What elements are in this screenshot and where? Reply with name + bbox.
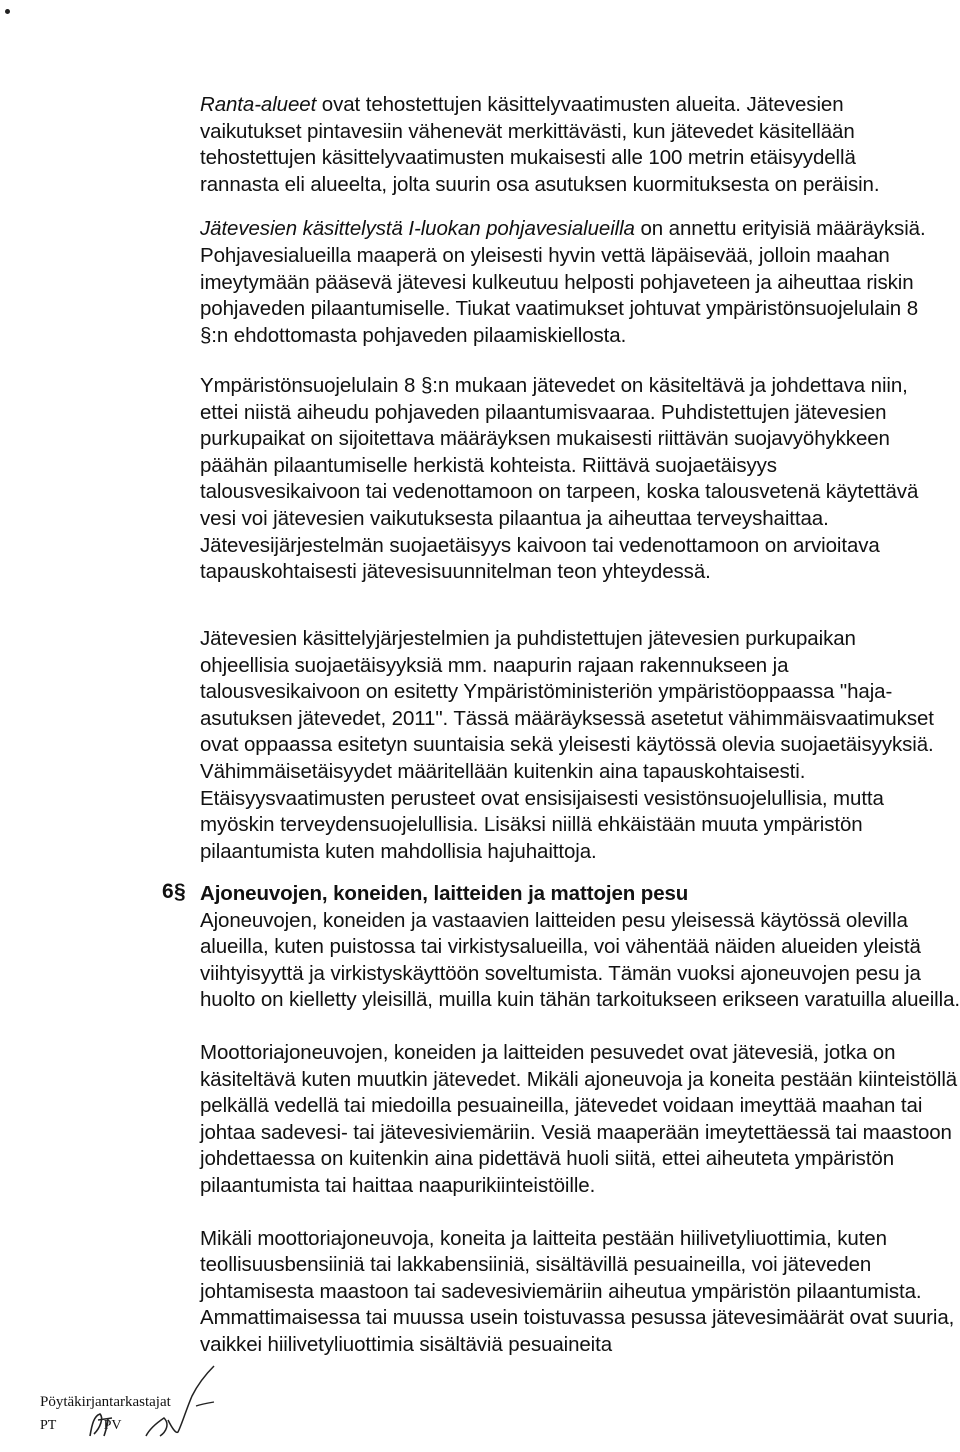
- paragraph-suojaetaisyys: Jätevesien käsittelyjärjestelmien ja puhdistettujen jätevesien purkupaikan ohjeellisia suojaetäisyyksiä mm. naapurin rajaan rakennukseen ja talousvesikaivoon on esitetty Ympäristöministeriön ympäristöoppaassa "haja-asutuksen jätevedet, 2011". Tässä määräyksessä asetetut vähimmäisvaatimukset ovat oppaassa esitetyn suuntaisia sekä yleisesti käytössä olevia suojaetäisyyksiä. Vähimmäisetäisyydet määritellään kuitenkin aina tapauskohtaisesti. Etäisyysvaatimusten perusteet ovat ensisijaisesti vesistönsuojelullisia, mutta myöskin terveydensuojelullisia. Lisäksi niillä ehkäistään muuta ympäristön pilaantumista kuten mahdollisia hajuhaittoja.: [200, 627, 934, 863]
- paragraph-ysl: Ympäristönsuojelulain 8 §:n mukaan jätevedet on käsiteltävä ja johdettava niin, ettei niistä aiheudu pohjaveden pilaantumisvaaraa. Puhdistettujen jätevesien purkupaikat on sijoitettava määräyksen mukaisesti riittävän suojavyöhykkeen päähän pilaantumiselle herkistä kohteista. Riittävä suojaetäisyys talousvesikaivoon tai vedenottamoon on tarpeen, koska talousvetenä käytettävä vesi voi jätevesien vaikutuksesta pilaantua ja aiheuttaa terveyshaittaa. Jätevesijärjestelmän suojaetäisyys kaivoon tai vedenottamoon on arvioitava tapauskohtaisesti jätevesisuunnitelman teon yhteydessä.: [200, 374, 919, 584]
- section-number: 6: [162, 880, 174, 903]
- paragraph-ranta-alueet: [200, 92, 940, 198]
- italic-lead: Jätevesien käsittelystä I-luokan pohjavesialueilla: [200, 217, 635, 241]
- section-paragraph: Moottoriajoneuvojen, koneiden ja laitteiden pesuvedet ovat jätevesiä, jotka on käsiteltävä kuten muutkin jätevedet. Mikäli ajoneuvoja ja koneita pestään kiinteistöllä pelkällä vedellä tai miedoilla pesuaineilla, jätevedet voidaan imeyttää maahan tai johtaa sadevesi- tai jätevesiviemäriin. Vesiä maaperään imeytettäessä tai maastoon johdettaessa on kuitenkin aina pidettävä huoli siitä, ettei aiheuteta ympäristön pilaantumista tai haittaa naapurikiinteistöille.: [200, 1040, 958, 1197]
- paragraph-text: on annettu erityisiä määräyksiä. Pohjavesialueilla maaperä on yleisesti hyvin vettä läpäisevää, jolloin maahan imeytymään pääsevä jätevesi kulkeutuu helposti pohjaveteen ja aiheuttaa riskin pohjaveden pilaantumiselle. Tiukat vaatimukset johtuvat ympäristönsuojelulain 8 §:n ehdottomasta pohjaveden pilaamiskiellosta.: [200, 217, 926, 347]
- paragraph-text: ovat tehostettujen käsittelyvaatimusten alueita. Jätevesien vaikutukset pintavesiin vähenevät merkittävästi, kun jätevedet käsitellään tehostettujen käsittelyvaatimusten mukaisesti alle 100 metrin etäisyydellä rannasta eli alueelta, jolta suurin osa asutuksen kuormituksesta on peräisin.: [200, 93, 880, 196]
- section-paragraph: Ajoneuvojen, koneiden ja vastaavien laitteiden pesu yleisessä käytössä olevilla alueilla, kuten puistossa tai virkistysalueilla, voi vähentää näiden alueiden yleistä viihtyisyyttä ja virkistyskäyttöön soveltumista. Tämän vuoksi ajoneuvojen pesu ja huolto on kielletty yleisillä, muilla kuin tähän tarkoitukseen erikseen varatuilla alueilla.: [200, 908, 960, 1012]
- section-paragraph: Mikäli moottoriajoneuvoja, koneita ja laitteita pestään hiilivetyliuottimia, kuten teollisuusbensiiniä tai lakkabensiiniä, sisältävillä pesuaineilla, voi jätevеden johtamisesta maastoon tai sadevesiviemäriin aiheutua ympäristön pilaantumista. Ammattimaisessa tai muussa usein toistuvassa pesussa jätevesimäärät ovat suuria, vaikkei hiilivetyliuottimia sisältäviä pesuaineita: [200, 1226, 955, 1356]
- signature-label-left: PT: [40, 1418, 57, 1433]
- section-symbol: §: [174, 880, 186, 903]
- footer-signatures: [40, 1418, 122, 1434]
- scan-mark: [5, 9, 10, 14]
- ysl-text-block: [200, 373, 940, 586]
- intro-text-block: [200, 92, 940, 349]
- footer-label: Pöytäkirjantarkastajat: [40, 1394, 171, 1410]
- suojaetaisyys-text-block: [200, 626, 940, 865]
- section-6-block: [200, 881, 960, 1359]
- italic-lead: Ranta-alueet: [200, 93, 317, 116]
- signature-label-right: PV: [103, 1418, 122, 1433]
- paragraph-pohjavesialueet: [200, 216, 940, 349]
- section-title: Ajoneuvojen, koneiden, laitteiden ja mattojen pesu: [200, 882, 689, 905]
